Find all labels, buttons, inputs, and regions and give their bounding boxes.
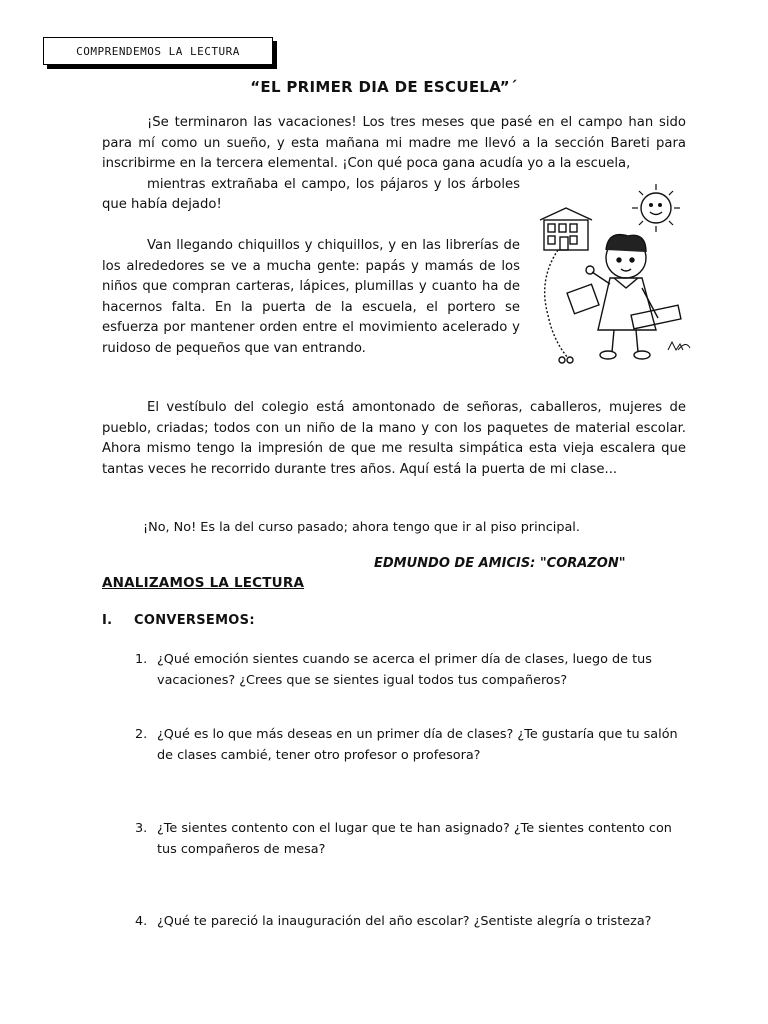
story-paragraph-4: ¡No, No! Es la del curso pasado; ahora tengo que ir al piso principal.	[143, 520, 580, 535]
story-author: EDMUNDO DE AMICIS: "CORAZON"	[374, 556, 626, 571]
analysis-heading: ANALIZAMOS LA LECTURA	[102, 575, 305, 591]
question-number: 2.	[135, 727, 148, 742]
section-title: CONVERSEMOS:	[134, 613, 255, 628]
question-number: 3.	[135, 821, 148, 836]
section-number: I.	[102, 613, 113, 628]
question-item	[135, 725, 695, 766]
section-header-label: COMPRENDEMOS LA LECTURA	[76, 44, 240, 58]
story-paragraph-1-part-1: ¡Se terminaron las vacaciones! Los tres meses que pasé en el campo han sido para mí como un sueño, y esta mañana mi madre me llevó a la sección Bareti para inscribirme en la tercera elemental. ¡Con qué poca gana acudía yo a la escuela,	[102, 115, 686, 171]
story-paragraph-3: El vestíbulo del colegio está amontonado de señoras, caballeros, mujeres de pueblo, criadas; todos con un niño de la mano y con los paquetes de material escolar. Ahora mismo tengo la impresión de que me resulta simpática esta vieja escalera que tantas veces he recorrido durante tres años. Aquí está la puerta de mi clase...	[102, 400, 686, 477]
question-number: 4.	[135, 914, 148, 929]
story-paragraph-1-part-2: mientras extrañaba el campo, los pájaros y los árboles que había dejado!	[102, 176, 520, 212]
girl-going-to-school-icon	[528, 180, 698, 370]
question-text: ¿Qué es lo que más deseas en un primer día de clases? ¿Te gustaría que tu salón de clases cambié, tener otro profesor o profesora?	[157, 727, 678, 763]
question-number: 1.	[135, 652, 148, 667]
section-header-box	[43, 37, 273, 65]
question-item	[135, 912, 695, 933]
question-item	[135, 650, 695, 691]
section-heading	[102, 613, 255, 628]
question-text: ¿Te sientes contento con el lugar que te han asignado? ¿Te sientes contento con tus compañeros de mesa?	[157, 821, 672, 857]
story-title: “EL PRIMER DIA DE ESCUELA”´	[250, 78, 518, 96]
question-text: ¿Qué emoción sientes cuando se acerca el primer día de clases, luego de tus vacaciones? ¿Crees que se sientes igual todos tus compañeros?	[157, 652, 652, 688]
story-paragraph-2: Van llegando chiquillos y chiquillos, y en las librerías de los alrededores se ve a mucha gente: papás y mamás de los niños que compran carteras, lápices, plumillas y cuanto ha de hacernos falta. En la puerta de la escuela, el portero se esfuerza por mantener orden entre el movimiento acelerado y ruidoso de pequeños que van entrando.	[102, 238, 520, 356]
question-text: ¿Qué te pareció la inauguración del año escolar? ¿Sentiste alegría o tristeza?	[157, 914, 652, 929]
question-item	[135, 819, 695, 860]
